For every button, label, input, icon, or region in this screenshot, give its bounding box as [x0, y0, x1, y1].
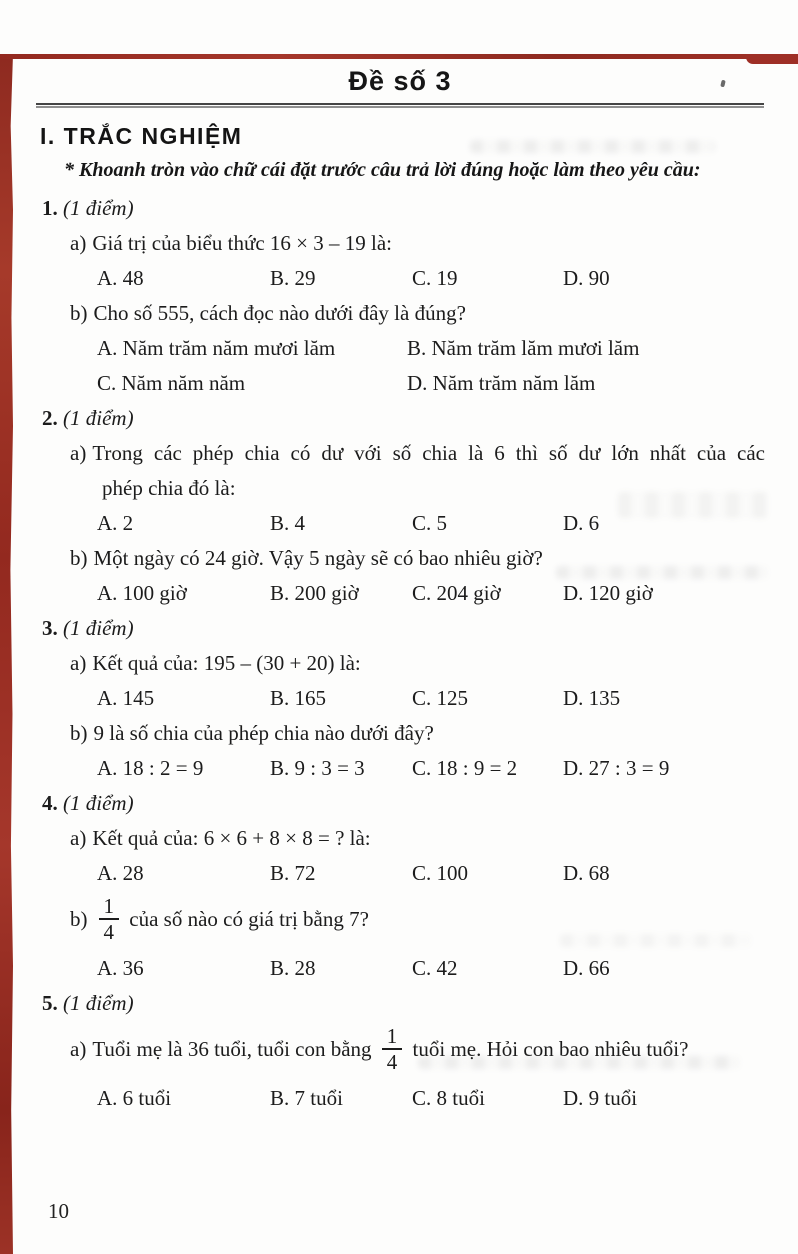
- question-number: 5.: [42, 991, 58, 1016]
- option-A: A. 6 tuổi: [97, 1086, 172, 1111]
- option-B: B. 4: [270, 511, 306, 535]
- option-C: C. 19: [412, 266, 458, 290]
- fraction: [382, 1025, 403, 1073]
- option-A: A. 100 giờ: [97, 581, 187, 605]
- question-header: [42, 191, 798, 226]
- question-points: (1 điểm): [57, 791, 134, 815]
- part-label: b): [70, 546, 88, 570]
- prompt-line: b) 9 là số chia của phép chia nào dưới đây?: [70, 721, 434, 745]
- page-header: [36, 54, 764, 108]
- prompt-line: a) Giá trị của biểu thức 16 × 3 – 19 là:: [70, 231, 392, 255]
- question-part: [0, 716, 798, 786]
- part-label: b): [70, 721, 88, 745]
- question-block: [0, 401, 798, 611]
- option-A: A. 18 : 2 = 9: [97, 756, 204, 780]
- question-block: [0, 191, 798, 401]
- question-header: [42, 401, 798, 436]
- part-label: a): [70, 231, 87, 255]
- option-A: A. Năm trăm năm mươi lăm: [97, 336, 336, 360]
- prompt-line: b) $\frac{1}{4}$ của số nào có giá trị bằng 7?: [70, 894, 369, 945]
- option-D: D. 6: [563, 511, 600, 535]
- option-B: B. 72: [270, 861, 316, 885]
- part-label: a): [70, 441, 87, 465]
- option-C: C. 8 tuổi: [412, 1086, 485, 1111]
- option-C: C. 18 : 9 = 2: [412, 756, 518, 780]
- option-D: D. 9 tuổi: [563, 1086, 638, 1111]
- part-label: a): [70, 826, 87, 850]
- question-block: [0, 611, 798, 786]
- page-title: Đề số 3: [348, 66, 452, 96]
- option-B: B. 9 : 3 = 3: [270, 756, 365, 780]
- option-D: D. 66: [563, 956, 610, 981]
- question-number: 2.: [42, 406, 58, 430]
- option-B: B. 200 giờ: [270, 581, 359, 605]
- fraction-numerator: 1: [99, 895, 120, 920]
- part-label: b): [70, 301, 88, 325]
- option-A: A. 2: [97, 511, 134, 535]
- option-D: D. 90: [563, 266, 610, 290]
- prompt-line: a) Kết quả của: 195 – (30 + 20) là:: [70, 651, 361, 675]
- option-A: A. 28: [97, 861, 144, 885]
- options-row: [97, 951, 798, 986]
- option-D: D. 120 giờ: [563, 581, 653, 605]
- question-part: [0, 1024, 798, 1116]
- option-D: D. Năm trăm năm lăm: [407, 371, 596, 395]
- option-B: B. Năm trăm lăm mươi lăm: [407, 336, 640, 360]
- question-header: [42, 611, 798, 646]
- option-C: C. 100: [412, 861, 469, 885]
- prompt-line: b) Cho số 555, cách đọc nào dưới đây là đúng?: [70, 301, 466, 325]
- question-points: (1 điểm): [57, 616, 134, 640]
- scanned-test-page: [0, 54, 798, 1254]
- prompt-line: a) Trong các phép chia có dư với số chia là 6 thì số dư lớn nhất của các: [70, 441, 765, 465]
- options-row: [97, 366, 798, 401]
- red-page-edge-left: [0, 54, 13, 1254]
- option-D: D. 27 : 3 = 9: [563, 756, 670, 780]
- options-row: [97, 576, 798, 611]
- double-rule-bottom: [36, 103, 764, 108]
- prompt-line-continued: phép chia đó là:: [102, 476, 236, 500]
- red-page-edge-top: [0, 54, 798, 59]
- option-D: D. 135: [563, 686, 621, 710]
- option-C: C. Năm năm năm: [97, 371, 246, 395]
- question-part: [0, 541, 798, 611]
- option-A: A. 36: [97, 956, 144, 981]
- part-label: a): [70, 651, 87, 675]
- option-D: D. 68: [563, 861, 610, 885]
- part-label: a): [70, 1036, 87, 1061]
- option-C: C. 125: [412, 686, 469, 710]
- options-row: [97, 1081, 798, 1116]
- question-block: [0, 986, 798, 1116]
- options-row: [97, 261, 798, 296]
- option-C: C. 42: [412, 956, 458, 981]
- part-label: b): [70, 906, 88, 931]
- question-block: [0, 786, 798, 986]
- instruction-line: * Khoanh tròn vào chữ cái đặt trước câu trả lời đúng hoặc làm theo yêu cầu:: [64, 159, 701, 181]
- options-row: [97, 681, 798, 716]
- option-C: C. 204 giờ: [412, 581, 501, 605]
- question-number: 1.: [42, 196, 58, 220]
- question-part: [0, 894, 798, 986]
- question-part: [0, 646, 798, 716]
- question-part: [0, 296, 798, 401]
- section-heading: I. TRẮC NGHIỆM: [40, 123, 243, 149]
- question-header: [42, 786, 798, 821]
- prompt-line: a) Tuổi mẹ là 36 tuổi, tuổi con bằng $\frac{1}{4}$ tuổi mẹ. Hỏi con bao nhiêu tuổi?: [70, 1024, 689, 1075]
- question-points: (1 điểm): [57, 991, 134, 1016]
- option-B: B. 29: [270, 266, 316, 290]
- options-row: [97, 331, 798, 366]
- question-number: 4.: [42, 791, 58, 815]
- option-B: B. 28: [270, 956, 316, 981]
- fraction-numerator: 1: [382, 1025, 403, 1050]
- option-B: B. 165: [270, 686, 327, 710]
- option-C: C. 5: [412, 511, 448, 535]
- question-part: [0, 436, 798, 541]
- question-points: (1 điểm): [57, 196, 134, 220]
- options-row: [97, 751, 798, 786]
- page-number: 10: [48, 1199, 69, 1223]
- option-B: B. 7 tuổi: [270, 1086, 343, 1111]
- prompt-line: a) Kết quả của: 6 × 6 + 8 × 8 = ? là:: [70, 826, 371, 850]
- option-A: A. 145: [97, 686, 155, 710]
- question-points: (1 điểm): [57, 406, 134, 430]
- fraction-denominator: 4: [103, 920, 114, 945]
- question-part: [0, 226, 798, 296]
- fraction-denominator: 4: [386, 1050, 398, 1075]
- question-number: 3.: [42, 616, 58, 640]
- options-row: [97, 506, 798, 541]
- prompt-line: b) Một ngày có 24 giờ. Vậy 5 ngày sẽ có bao nhiêu giờ?: [70, 546, 543, 570]
- fraction: [99, 895, 120, 943]
- questions-list: [0, 191, 798, 1116]
- option-A: A. 48: [97, 266, 144, 290]
- question-header: [42, 986, 798, 1021]
- red-page-edge-corner: [746, 54, 798, 64]
- question-part: [0, 821, 798, 891]
- options-row: [97, 856, 798, 891]
